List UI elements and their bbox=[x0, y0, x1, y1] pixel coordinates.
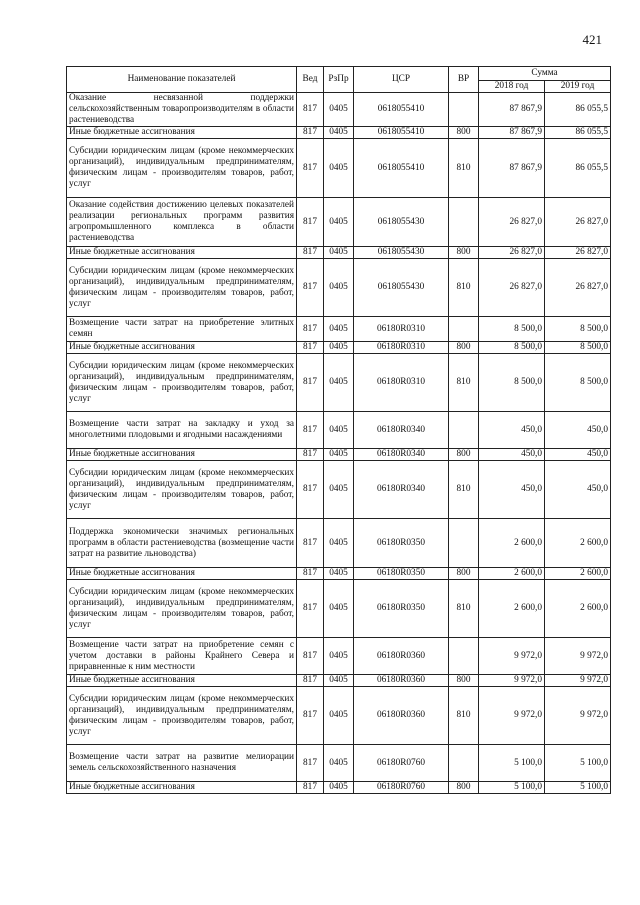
cell-ved: 817 bbox=[297, 519, 324, 568]
cell-ved: 817 bbox=[297, 198, 324, 247]
cell-ved: 817 bbox=[297, 259, 324, 317]
cell-sum-2018: 26 827,0 bbox=[479, 198, 545, 247]
table-header bbox=[67, 67, 611, 93]
cell-sum-2018: 26 827,0 bbox=[479, 259, 545, 317]
cell-sum-2019: 450,0 bbox=[545, 449, 611, 461]
cell-csr: 06180R0310 bbox=[354, 317, 449, 342]
cell-sum-2018: 87 867,9 bbox=[479, 127, 545, 139]
cell-sum-2018: 450,0 bbox=[479, 449, 545, 461]
table-row bbox=[67, 687, 611, 745]
cell-vr: 800 bbox=[449, 568, 479, 580]
cell-ved: 817 bbox=[297, 247, 324, 259]
header-sum: Сумма bbox=[479, 67, 611, 81]
cell-csr: 0618055430 bbox=[354, 259, 449, 317]
cell-name: Субсидии юридическим лицам (кроме некоммерческих организаций), индивидуальным предпринимателям, физическим лицам - производителям товаров, работ, услуг bbox=[67, 461, 297, 519]
cell-name: Возмещение части затрат на приобретение элитных семян bbox=[67, 317, 297, 342]
table-row bbox=[67, 342, 611, 354]
cell-ved: 817 bbox=[297, 687, 324, 745]
cell-sum-2019: 450,0 bbox=[545, 461, 611, 519]
cell-csr: 0618055410 bbox=[354, 139, 449, 198]
cell-vr: 800 bbox=[449, 342, 479, 354]
cell-ved: 817 bbox=[297, 139, 324, 198]
cell-csr: 06180R0340 bbox=[354, 412, 449, 449]
cell-csr: 06180R0350 bbox=[354, 519, 449, 568]
cell-vr bbox=[449, 638, 479, 675]
cell-sum-2019: 26 827,0 bbox=[545, 247, 611, 259]
cell-csr: 0618055430 bbox=[354, 247, 449, 259]
cell-name: Возмещение части затрат на закладку и уход за многолетними плодовыми и ягодными насаждениями bbox=[67, 412, 297, 449]
cell-vr: 810 bbox=[449, 139, 479, 198]
table-row bbox=[67, 745, 611, 782]
cell-rzpr: 0405 bbox=[324, 354, 354, 412]
table-row bbox=[67, 449, 611, 461]
cell-rzpr: 0405 bbox=[324, 782, 354, 794]
cell-sum-2019: 86 055,5 bbox=[545, 93, 611, 127]
cell-sum-2019: 26 827,0 bbox=[545, 259, 611, 317]
cell-name: Субсидии юридическим лицам (кроме некоммерческих организаций), индивидуальным предпринимателям, физическим лицам - производителям товаров, работ, услуг bbox=[67, 580, 297, 638]
cell-vr bbox=[449, 745, 479, 782]
cell-sum-2019: 9 972,0 bbox=[545, 687, 611, 745]
cell-sum-2018: 9 972,0 bbox=[479, 687, 545, 745]
cell-csr: 06180R0360 bbox=[354, 675, 449, 687]
cell-csr: 06180R0340 bbox=[354, 449, 449, 461]
cell-sum-2019: 5 100,0 bbox=[545, 745, 611, 782]
cell-rzpr: 0405 bbox=[324, 745, 354, 782]
cell-csr: 0618055410 bbox=[354, 93, 449, 127]
cell-rzpr: 0405 bbox=[324, 247, 354, 259]
cell-sum-2018: 8 500,0 bbox=[479, 342, 545, 354]
table-body bbox=[67, 93, 611, 794]
cell-vr: 800 bbox=[449, 127, 479, 139]
cell-ved: 817 bbox=[297, 127, 324, 139]
cell-vr: 800 bbox=[449, 449, 479, 461]
cell-name: Иные бюджетные ассигнования bbox=[67, 675, 297, 687]
cell-ved: 817 bbox=[297, 745, 324, 782]
page-number: 421 bbox=[582, 32, 602, 47]
cell-sum-2018: 450,0 bbox=[479, 461, 545, 519]
cell-rzpr: 0405 bbox=[324, 93, 354, 127]
table-row bbox=[67, 198, 611, 247]
cell-name: Иные бюджетные ассигнования bbox=[67, 342, 297, 354]
header-csr: ЦСР bbox=[354, 67, 449, 93]
table-row bbox=[67, 317, 611, 342]
cell-ved: 817 bbox=[297, 568, 324, 580]
cell-csr: 06180R0760 bbox=[354, 782, 449, 794]
cell-rzpr: 0405 bbox=[324, 449, 354, 461]
table-row bbox=[67, 139, 611, 198]
cell-vr: 800 bbox=[449, 675, 479, 687]
cell-ved: 817 bbox=[297, 93, 324, 127]
cell-rzpr: 0405 bbox=[324, 580, 354, 638]
cell-ved: 817 bbox=[297, 638, 324, 675]
cell-vr: 800 bbox=[449, 782, 479, 794]
cell-vr bbox=[449, 519, 479, 568]
cell-csr: 06180R0310 bbox=[354, 342, 449, 354]
cell-vr: 800 bbox=[449, 247, 479, 259]
cell-ved: 817 bbox=[297, 354, 324, 412]
cell-sum-2019: 8 500,0 bbox=[545, 354, 611, 412]
cell-ved: 817 bbox=[297, 449, 324, 461]
table-row bbox=[67, 247, 611, 259]
cell-csr: 0618055410 bbox=[354, 127, 449, 139]
cell-rzpr: 0405 bbox=[324, 675, 354, 687]
cell-name: Субсидии юридическим лицам (кроме некоммерческих организаций), индивидуальным предпринимателям, физическим лицам - производителям товаров, работ, услуг bbox=[67, 139, 297, 198]
cell-sum-2018: 8 500,0 bbox=[479, 354, 545, 412]
cell-ved: 817 bbox=[297, 782, 324, 794]
cell-sum-2018: 8 500,0 bbox=[479, 317, 545, 342]
cell-name: Возмещение части затрат на приобретение семян с учетом доставки в районы Крайнего Севера и приравненные к ним местности bbox=[67, 638, 297, 675]
cell-rzpr: 0405 bbox=[324, 638, 354, 675]
cell-vr: 810 bbox=[449, 687, 479, 745]
table-row bbox=[67, 461, 611, 519]
cell-sum-2019: 5 100,0 bbox=[545, 782, 611, 794]
header-ved: Вед bbox=[297, 67, 324, 93]
cell-rzpr: 0405 bbox=[324, 198, 354, 247]
cell-vr bbox=[449, 317, 479, 342]
cell-name: Иные бюджетные ассигнования bbox=[67, 127, 297, 139]
table-row bbox=[67, 259, 611, 317]
cell-name: Оказание содействия достижению целевых показателей реализации региональных программ развития агропромышленного комплекса в области растениеводства bbox=[67, 198, 297, 247]
cell-sum-2018: 87 867,9 bbox=[479, 139, 545, 198]
cell-name: Возмещение части затрат на развитие мелиорации земель сельскохозяйственного назначения bbox=[67, 745, 297, 782]
cell-sum-2019: 86 055,5 bbox=[545, 139, 611, 198]
cell-sum-2018: 26 827,0 bbox=[479, 247, 545, 259]
cell-ved: 817 bbox=[297, 675, 324, 687]
cell-sum-2018: 9 972,0 bbox=[479, 638, 545, 675]
cell-vr: 810 bbox=[449, 580, 479, 638]
cell-sum-2019: 9 972,0 bbox=[545, 638, 611, 675]
cell-vr: 810 bbox=[449, 461, 479, 519]
cell-name: Иные бюджетные ассигнования bbox=[67, 247, 297, 259]
cell-rzpr: 0405 bbox=[324, 342, 354, 354]
cell-sum-2018: 87 867,9 bbox=[479, 93, 545, 127]
cell-sum-2019: 26 827,0 bbox=[545, 198, 611, 247]
cell-sum-2019: 8 500,0 bbox=[545, 317, 611, 342]
table-row bbox=[67, 93, 611, 127]
table-row bbox=[67, 675, 611, 687]
header-year-2019: 2019 год bbox=[545, 81, 611, 93]
cell-name: Поддержка экономически значимых региональных программ в области растениеводства (возмещение части затрат на развитие льноводства) bbox=[67, 519, 297, 568]
cell-ved: 817 bbox=[297, 461, 324, 519]
cell-csr: 06180R0310 bbox=[354, 354, 449, 412]
cell-csr: 06180R0340 bbox=[354, 461, 449, 519]
table-row bbox=[67, 412, 611, 449]
cell-vr bbox=[449, 93, 479, 127]
header-vr: ВР bbox=[449, 67, 479, 93]
table-row bbox=[67, 354, 611, 412]
cell-csr: 06180R0360 bbox=[354, 638, 449, 675]
cell-name: Иные бюджетные ассигнования bbox=[67, 449, 297, 461]
cell-sum-2018: 2 600,0 bbox=[479, 519, 545, 568]
cell-rzpr: 0405 bbox=[324, 568, 354, 580]
cell-vr: 810 bbox=[449, 354, 479, 412]
cell-sum-2019: 2 600,0 bbox=[545, 519, 611, 568]
cell-name: Оказание несвязанной поддержки сельскохозяйственным товаропроизводителям в области растениеводства bbox=[67, 93, 297, 127]
cell-name: Иные бюджетные ассигнования bbox=[67, 568, 297, 580]
cell-rzpr: 0405 bbox=[324, 259, 354, 317]
table-row bbox=[67, 127, 611, 139]
cell-name: Субсидии юридическим лицам (кроме некоммерческих организаций), индивидуальным предпринимателям, физическим лицам - производителям товаров, работ, услуг bbox=[67, 259, 297, 317]
cell-sum-2019: 450,0 bbox=[545, 412, 611, 449]
cell-sum-2019: 8 500,0 bbox=[545, 342, 611, 354]
cell-sum-2018: 2 600,0 bbox=[479, 580, 545, 638]
cell-vr: 810 bbox=[449, 259, 479, 317]
header-rzpr: РзПр bbox=[324, 67, 354, 93]
table-row bbox=[67, 580, 611, 638]
cell-rzpr: 0405 bbox=[324, 687, 354, 745]
header-name: Наименование показателей bbox=[67, 67, 297, 93]
cell-csr: 0618055430 bbox=[354, 198, 449, 247]
cell-sum-2019: 86 055,5 bbox=[545, 127, 611, 139]
cell-vr bbox=[449, 412, 479, 449]
table-row bbox=[67, 568, 611, 580]
cell-rzpr: 0405 bbox=[324, 127, 354, 139]
table-row bbox=[67, 782, 611, 794]
cell-sum-2019: 9 972,0 bbox=[545, 675, 611, 687]
cell-name: Субсидии юридическим лицам (кроме некоммерческих организаций), индивидуальным предпринимателям, физическим лицам - производителям товаров, работ, услуг bbox=[67, 687, 297, 745]
cell-sum-2018: 450,0 bbox=[479, 412, 545, 449]
table-row bbox=[67, 519, 611, 568]
cell-sum-2018: 2 600,0 bbox=[479, 568, 545, 580]
cell-rzpr: 0405 bbox=[324, 519, 354, 568]
cell-sum-2018: 5 100,0 bbox=[479, 745, 545, 782]
cell-name: Иные бюджетные ассигнования bbox=[67, 782, 297, 794]
cell-rzpr: 0405 bbox=[324, 461, 354, 519]
cell-vr bbox=[449, 198, 479, 247]
cell-rzpr: 0405 bbox=[324, 317, 354, 342]
cell-ved: 817 bbox=[297, 342, 324, 354]
cell-sum-2018: 9 972,0 bbox=[479, 675, 545, 687]
cell-rzpr: 0405 bbox=[324, 139, 354, 198]
cell-csr: 06180R0360 bbox=[354, 687, 449, 745]
cell-sum-2018: 5 100,0 bbox=[479, 782, 545, 794]
cell-csr: 06180R0350 bbox=[354, 568, 449, 580]
cell-rzpr: 0405 bbox=[324, 412, 354, 449]
cell-sum-2019: 2 600,0 bbox=[545, 580, 611, 638]
cell-csr: 06180R0350 bbox=[354, 580, 449, 638]
cell-name: Субсидии юридическим лицам (кроме некоммерческих организаций), индивидуальным предпринимателям, физическим лицам - производителям товаров, работ, услуг bbox=[67, 354, 297, 412]
cell-sum-2019: 2 600,0 bbox=[545, 568, 611, 580]
cell-csr: 06180R0760 bbox=[354, 745, 449, 782]
cell-ved: 817 bbox=[297, 580, 324, 638]
cell-ved: 817 bbox=[297, 412, 324, 449]
budget-table bbox=[66, 66, 611, 794]
table-row bbox=[67, 638, 611, 675]
cell-ved: 817 bbox=[297, 317, 324, 342]
header-year-2018: 2018 год bbox=[479, 81, 545, 93]
